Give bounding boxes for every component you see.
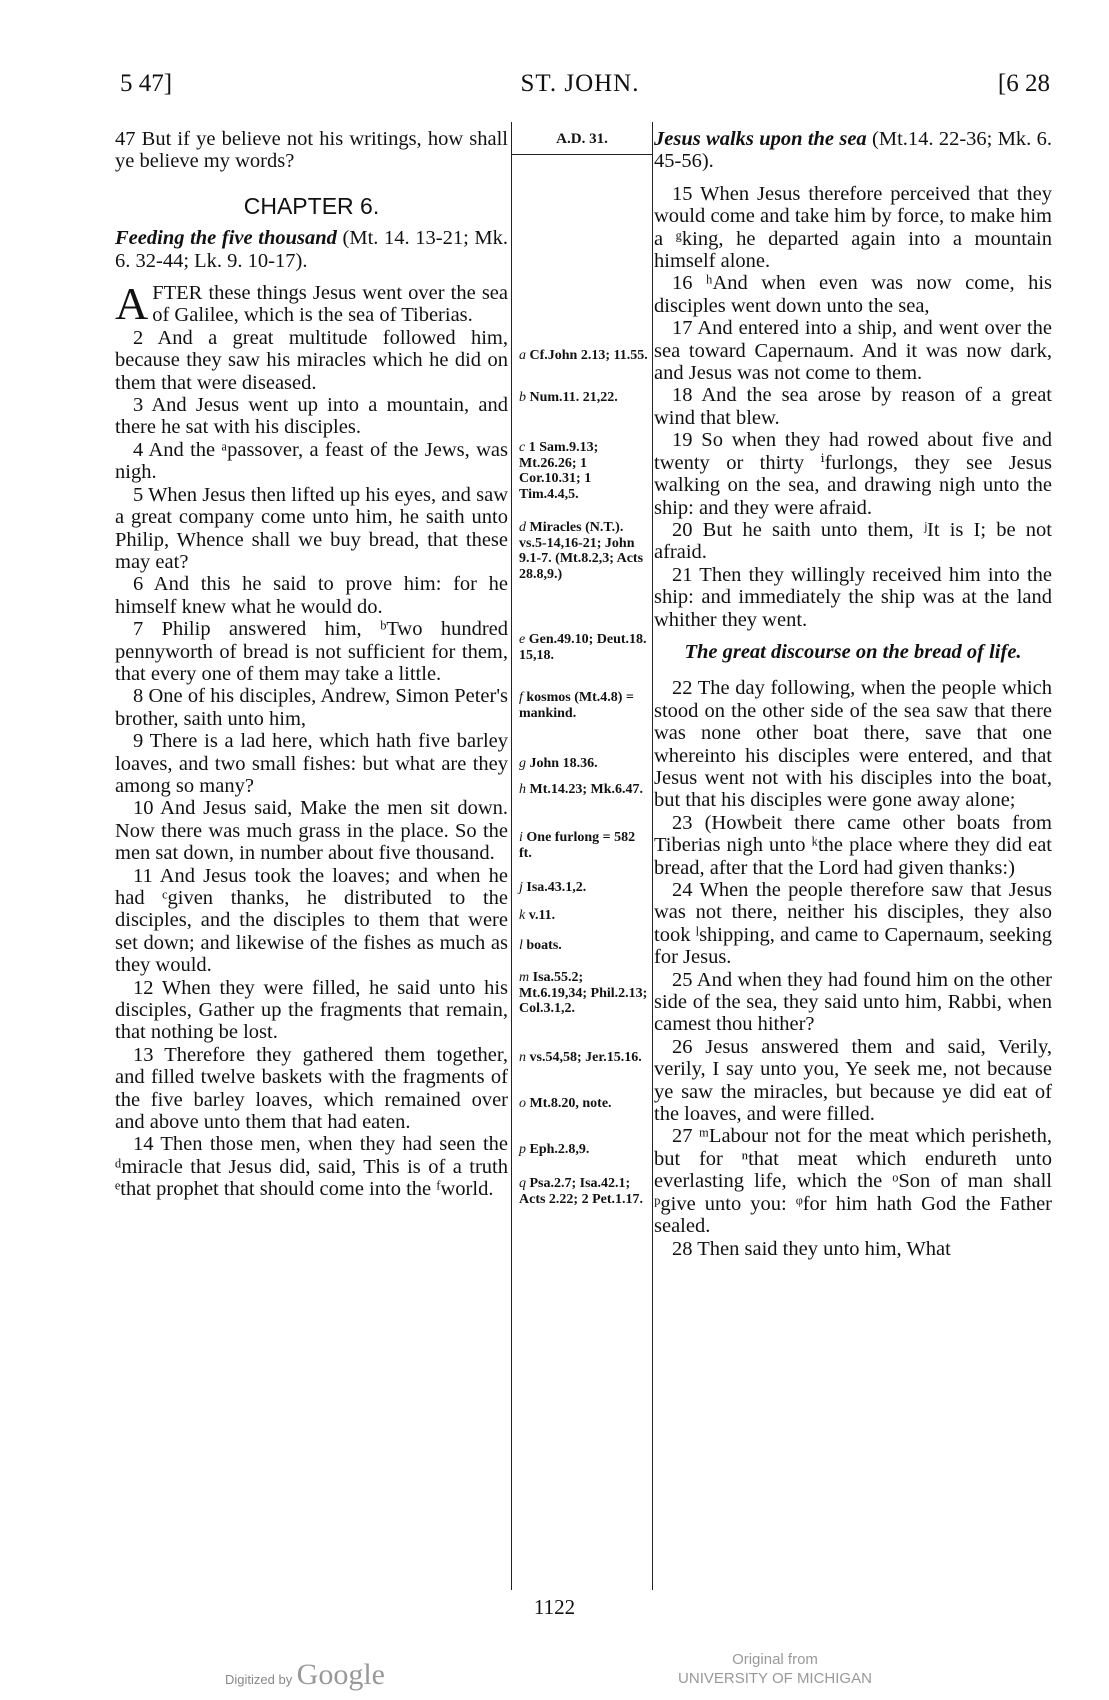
right-column — [654, 128, 1052, 1260]
running-header — [110, 70, 1050, 106]
reference-text: 1 Sam.9.13; Mt.26.26; 1 Cor.10.31; 1 Tim.4.4,5. — [519, 440, 599, 502]
reference-text: Cf.John 2.13; 11.55. — [529, 348, 648, 363]
verse: 18 And the sea arose by reason of a great wind that blew. — [654, 384, 1052, 429]
reference-note — [519, 880, 649, 896]
reference-key: m — [519, 970, 530, 985]
verse: 16 ʰAnd when even was now come, his disciples went down unto the sea, — [654, 272, 1052, 317]
verse: 27 ᵐLabour not for the meat which perisheth, but for ⁿthat meat which endureth unto everlasting life, which the ᵒSon of man shall ᵖgive unto you: ᵠfor him hath God the Father sealed. — [654, 1125, 1052, 1238]
date-label: A.D. 31. — [556, 131, 608, 147]
original-from-notice — [660, 1650, 890, 1688]
section-spacer — [115, 272, 508, 282]
reference-key: j — [519, 880, 523, 895]
header-center: ST. JOHN. — [520, 70, 640, 97]
section-spacer — [654, 173, 1052, 183]
verse: 12 When they were filled, he said unto his disciples, Gather up the fragments that remain, that nothing be lost. — [115, 976, 508, 1044]
google-logo: Google — [296, 1658, 385, 1691]
verse: 7 Philip answered him, ᵇTwo hundred pennyworth of bread is not sufficient for them, that every one of them may take a little. — [115, 618, 508, 685]
verse: 6 And this he said to prove him: for he himself knew what he would do. — [115, 573, 508, 618]
section-heading — [115, 227, 508, 272]
reference-key: h — [519, 782, 526, 797]
reference-key: e — [519, 632, 526, 647]
reference-note — [519, 348, 649, 364]
reference-key: d — [519, 520, 526, 535]
section-heading — [654, 128, 1052, 173]
reference-note — [519, 690, 649, 721]
page-number: 1122 — [533, 1595, 576, 1619]
reference-note — [519, 440, 649, 502]
reference-text: John 18.36. — [529, 756, 598, 771]
section-cross-reference: (Mt.14. 22-36; Mk. 6. 45-56). — [654, 128, 1052, 173]
reference-text: vs.54,58; Jer.15.16. — [529, 1050, 642, 1065]
reference-key: f — [519, 690, 523, 705]
left-column — [115, 128, 508, 1201]
reference-note — [519, 632, 649, 663]
reference-key: q — [519, 1176, 526, 1191]
reference-text: Mt.14.23; Mk.6.47. — [529, 782, 644, 797]
verse: 14 Then those men, when they had seen the ᵈmiracle that Jesus did, said, This is of a truth ᵉthat prophet that should come into the ᶠworld. — [115, 1133, 508, 1201]
verse: 23 (Howbeit there came other boats from Tiberias nigh unto ᵏthe place where they did eat bread, after that the Lord had given thanks:) — [654, 811, 1052, 879]
reference-note — [519, 390, 649, 406]
verse: 8 One of his disciples, Andrew, Simon Peter's brother, saith unto him, — [115, 685, 508, 730]
section-title: Feeding the five thousand — [115, 227, 337, 250]
reference-key: o — [519, 1096, 526, 1111]
verse: 5 When Jesus then lifted up his eyes, and saw a great company come unto him, he saith unto Philip, Whence shall we buy bread, that these may eat? — [115, 483, 508, 573]
reference-note — [519, 938, 649, 954]
verse: 2 And a great multitude followed him, because they saw his miracles which he did on them that were diseased. — [115, 326, 508, 394]
verse: 11 And Jesus took the loaves; and when he had ᶜgiven thanks, he distributed to the disciples, and the disciples to them that were set down; and likewise of the fishes as much as they would. — [115, 864, 508, 977]
verse — [115, 278, 508, 330]
verse-text: FTER these things Jesus went over the sea of Galilee, which is the sea of Tiberias. — [152, 282, 508, 327]
date-rule — [512, 154, 652, 155]
verse: 10 And Jesus said, Make the men sit down. Now there was much grass in the place. So the men sat down, in number about five thousand. — [115, 797, 508, 865]
reference-note — [519, 520, 649, 582]
verse: 3 And Jesus went up into a mountain, and there he sat with his disciples. — [115, 394, 508, 439]
section-cross-reference: (Mt. 14. 13-21; Mk. 6. 32-44; Lk. 9. 10-17). — [115, 227, 509, 272]
reference-note — [519, 830, 649, 861]
reference-text: Psa.2.7; Isa.42.1; Acts 2.22; 2 Pet.1.17. — [519, 1176, 644, 1207]
reference-note — [519, 1142, 649, 1158]
reference-text: Isa.43.1,2. — [526, 880, 587, 895]
verse: 4 And the ᵃpassover, a feast of the Jews, was nigh. — [115, 438, 508, 484]
reference-text: Mt.8.20, note. — [529, 1096, 612, 1111]
verse: 9 There is a lad here, which hath five barley loaves, and two small fishes: but what are they among so many? — [115, 730, 508, 797]
reference-note — [519, 1176, 649, 1207]
verse: 17 And entered into a ship, and went over the sea toward Capernaum. And it was now dark, and Jesus was not come to them. — [654, 317, 1052, 385]
original-from-line1: Original from — [732, 1651, 818, 1668]
verse: 15 When Jesus therefore perceived that they would come and take him by force, to make him a ᵍking, he departed again into a mountain himself alone. — [654, 182, 1052, 273]
header-right: [6 28 — [997, 70, 1050, 97]
reference-key: i — [519, 830, 523, 845]
reference-note — [519, 782, 649, 798]
reference-key: a — [519, 348, 526, 363]
reference-key: g — [519, 756, 526, 771]
verse: 26 Jesus answered them and said, Verily, verily, I say unto you, Ye seek me, not because ye saw the miracles, but because ye did eat of the loaves, and were filled. — [654, 1035, 1052, 1126]
reference-text: Eph.2.8,9. — [529, 1142, 590, 1157]
section-title: Jesus walks upon the sea — [654, 128, 867, 150]
verse: 24 When the people therefore saw that Jesus was not there, neither his disciples, they also took ˡshipping, and came to Capernaum, seeking for Jesus. — [654, 879, 1052, 969]
digitized-by-google — [225, 1658, 385, 1692]
reference-text: v.11. — [528, 908, 556, 923]
reference-key: l — [519, 938, 523, 953]
drop-cap: A — [115, 278, 149, 330]
reference-key: n — [519, 1050, 526, 1065]
reference-text: Gen.49.10; Deut.18. 15,18. — [519, 632, 647, 663]
reference-note — [519, 756, 649, 772]
verse: 22 The day following, when the people which stood on the other side of the sea saw that there was none other boat there, save that one whereinto his disciples were entered, and that Jesus went not with his disciples into the boat, but that his disciples were gone away alone; — [654, 677, 1052, 812]
verse: 47 But if ye believe not his writings, how shall ye believe my words? — [115, 128, 508, 173]
header-left: 5 47] — [120, 70, 173, 97]
verse: 25 And when they had found him on the other side of the sea, they said unto him, Rabbi, when camest thou hither? — [654, 968, 1052, 1036]
reference-text: One furlong = 582 ft. — [519, 830, 636, 861]
reference-key: k — [519, 908, 526, 923]
reference-text: Num.11. 21,22. — [529, 390, 618, 405]
original-from-line2: UNIVERSITY OF MICHIGAN — [678, 1670, 872, 1687]
verse: 13 Therefore they gathered them together, and filled twelve baskets with the fragments of the five barley loaves, which remained over and above unto them that had eaten. — [115, 1043, 508, 1134]
verse: 21 Then they willingly received him into the ship: and immediately the ship was at the land whither they went. — [654, 563, 1052, 631]
verse: 20 But he saith unto them, ʲIt is I; be not afraid. — [654, 518, 1052, 564]
chapter-heading: CHAPTER 6. — [243, 192, 380, 219]
reference-key: b — [519, 390, 526, 405]
reference-key: c — [519, 440, 526, 455]
reference-note — [519, 908, 649, 924]
section-heading: The great discourse on the bread of life. — [684, 640, 1022, 663]
reference-note — [519, 1050, 649, 1066]
reference-text: boats. — [526, 938, 562, 953]
reference-text: kosmos (Mt.4.8) = mankind. — [519, 690, 634, 721]
reference-text: Miracles (N.T.). vs.5-14,16-21; John 9.1-7. (Mt.8.2,3; Acts 28.8,9.) — [519, 520, 644, 582]
reference-note — [519, 970, 649, 1017]
digitized-prefix: Digitized by — [225, 1672, 293, 1687]
verse: 19 So when they had rowed about five and twenty or thirty ⁱfurlongs, they see Jesus walking on the sea, and drawing nigh unto the ship: and they were afraid. — [654, 429, 1052, 519]
reference-text: Isa.55.2; Mt.6.19,34; Phil.2.13; Col.3.1,2. — [519, 970, 648, 1016]
reference-note — [519, 1096, 649, 1112]
reference-key: p — [519, 1142, 526, 1157]
verse: 28 Then said they unto him, What — [672, 1237, 951, 1260]
